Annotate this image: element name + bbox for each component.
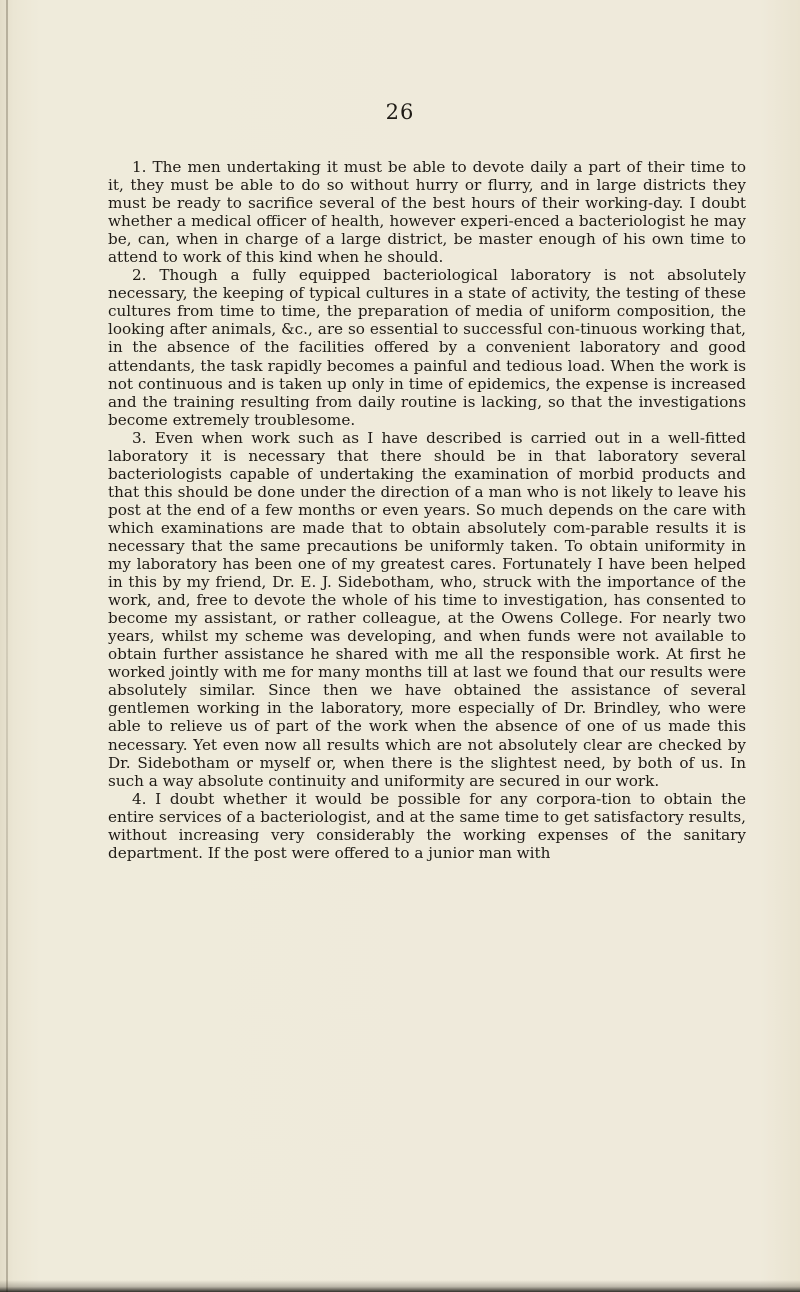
body-text — [108, 158, 746, 862]
page-bottom-edge-shadow — [0, 1280, 800, 1292]
paragraph-3: 3. Even when work such as I have described is carried out in a well-fitted laboratory it is necessary that there should be in that laboratory several bacteriologists capable of undertaking the examination of morbid products and that this should be done under the direction of a man who is not likely to leave his post at the end of a few months or even years. So much depends on the care with which examinations are made that to obtain absolutely com-parable results it is necessary that the same precautions be uniformly taken. To obtain uniformity in my laboratory has been one of my greatest cares. Fortunately I have been helped in this by my friend, Dr. E. J. Sidebotham, who, struck with the importance of the work, and, free to devote the whole of his time to investigation, has consented to become my assistant, or rather colleague, at the Owens College. For nearly two years, whilst my scheme was developing, and when funds were not available to obtain further assistance he shared with me all the responsible work. At first he worked jointly with me for many months till at last we found that our results were absolutely similar. Since then we have obtained the assistance of several gentlemen working in the laboratory, more especially of Dr. Brindley, who were able to relieve us of part of the work when the absence of one of us made this necessary. Yet even now all results which are not absolutely clear are checked by Dr. Sidebotham or myself or, when there is the slightest need, by both of us. In such a way absolute continuity and uniformity are secured in our work. — [108, 428, 746, 790]
paragraph-1: 1. The men undertaking it must be able to devote daily a part of their time to it, they must be able to do so without hurry or flurry, and in large districts they must be ready to sacrifice several of the best hours of their working-day. I doubt whether a medical officer of health, however experi-enced a bacteriologist he may be, can, when in charge of a large district, be master enough of his own time to attend to work of this kind when he should. — [108, 158, 746, 267]
page-number: 26 — [385, 100, 415, 124]
paragraph-4: 4. I doubt whether it would be possible for any corpora-tion to obtain the entire services of a bacteriologist, and at the same time to get satisfactory results, without increasing very considerably the working expenses of the sanitary department. If the post were offered to a junior man with — [108, 789, 746, 862]
page-gutter-edge — [6, 0, 8, 1292]
paragraph-2: 2. Though a fully equipped bacteriological laboratory is not absolutely necessary, the keeping of typical cultures in a state of activity, the testing of these cultures from time to time, the preparation of media of uniform composition, the looking after animals, &c., are so essential to successful con-tinuous working that, in the absence of the facilities offered by a convenient laboratory and good attendants, the task rapidly becomes a painful and tedious load. When the work is not continuous and is taken up only in time of epidemics, the expense is increased and the training resulting from daily routine is lacking, so that the investigations become extremely troublesome. — [108, 266, 746, 429]
